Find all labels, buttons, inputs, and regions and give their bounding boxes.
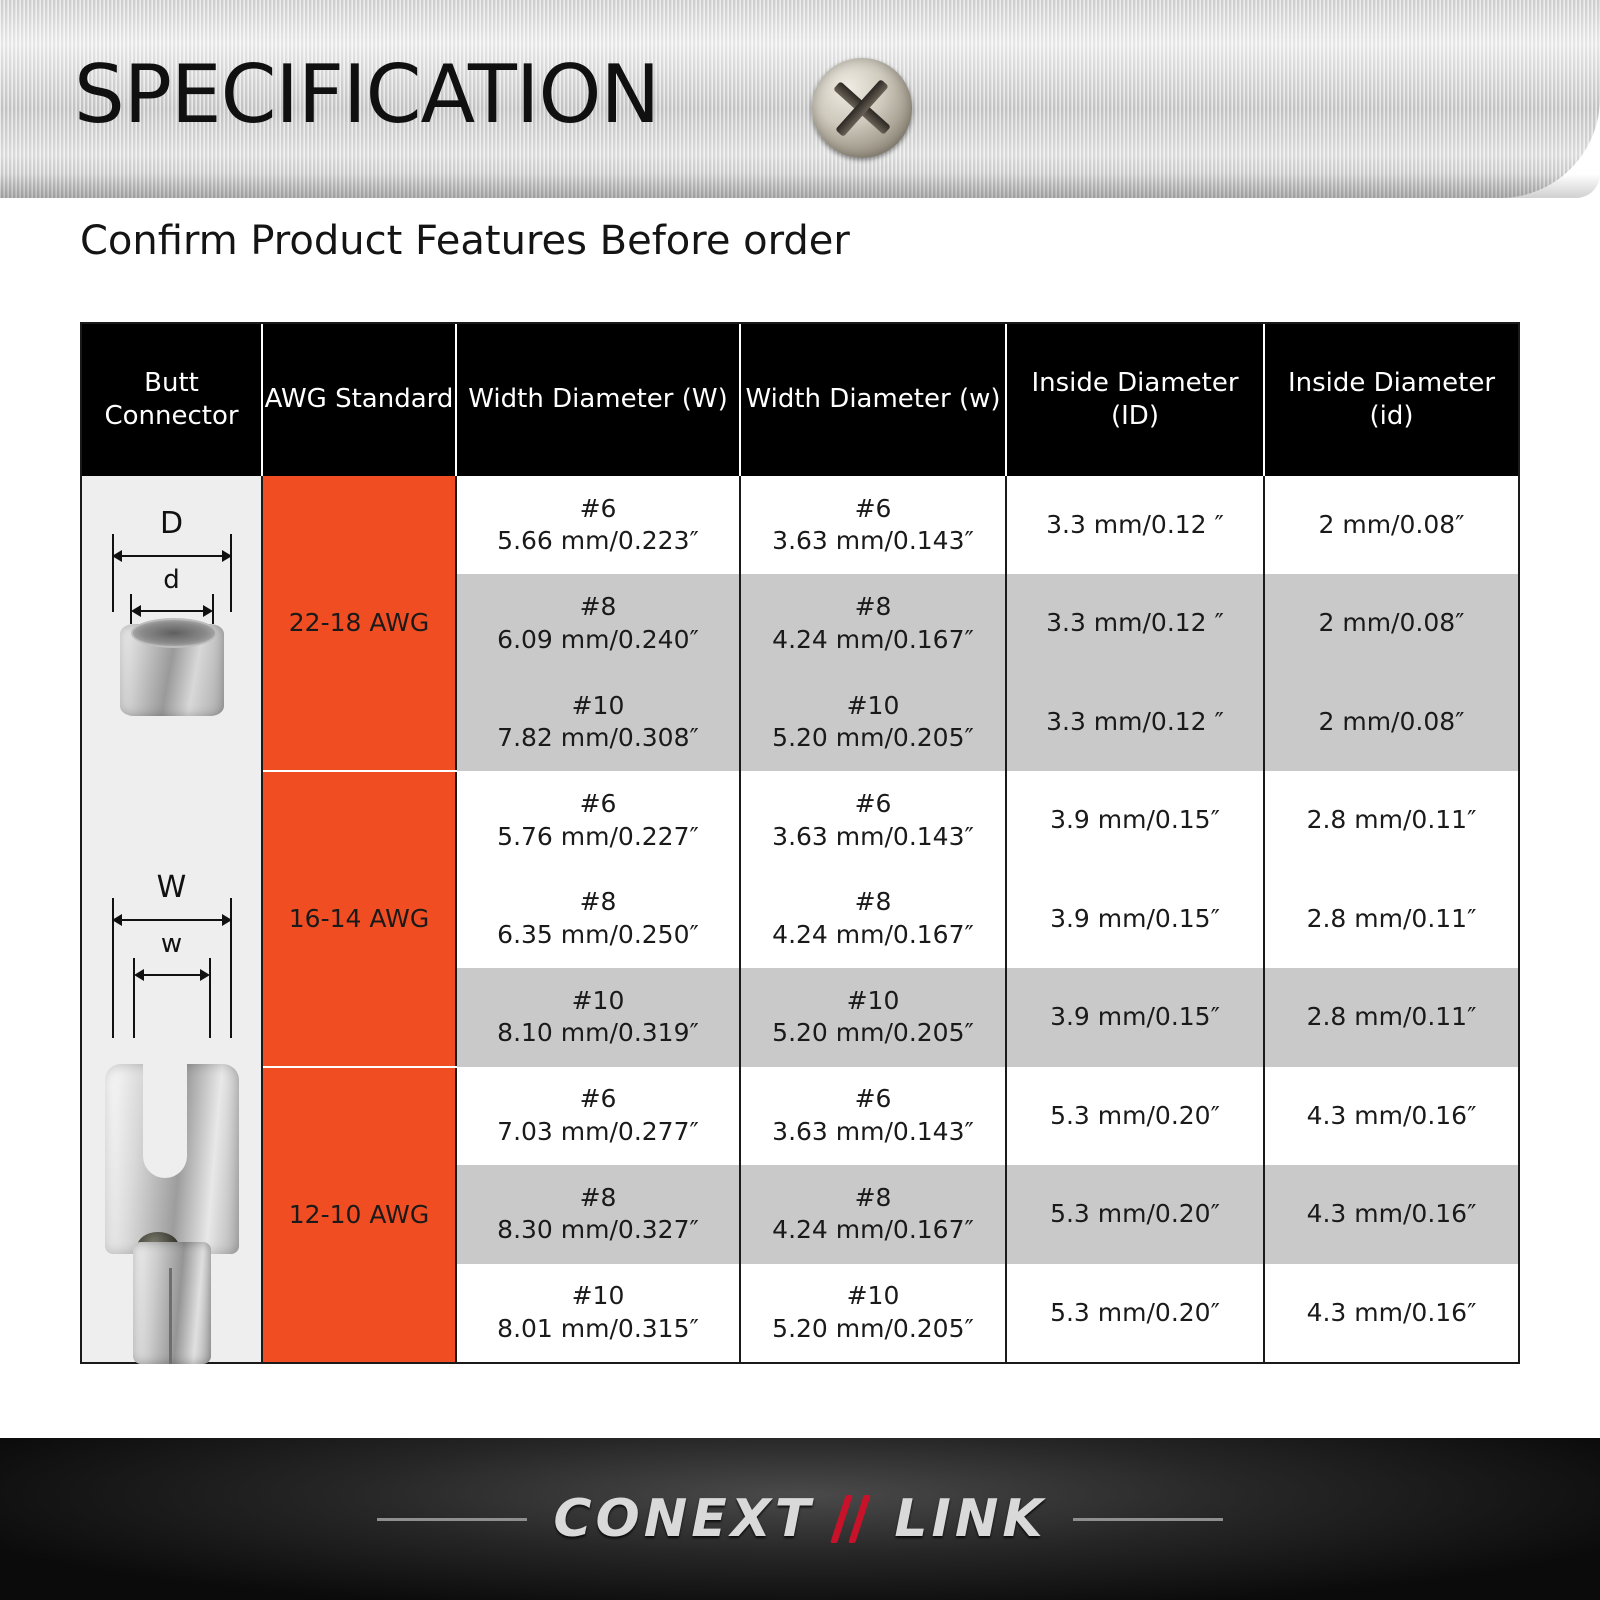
arrow-W xyxy=(112,913,232,927)
awg-group-label: 16-14 AWG xyxy=(262,771,456,1066)
cell-width-W: #10 8.10 mm/0.319″ xyxy=(456,968,740,1066)
footer-rule-right xyxy=(1073,1518,1223,1521)
cell-inside-ID: 3.9 mm/0.15″ xyxy=(1006,870,1264,968)
cell-inside-id: 2 mm/0.08″ xyxy=(1318,509,1465,539)
connector-illustration-cell xyxy=(82,476,262,1362)
table-row xyxy=(82,476,1518,574)
cell-width-W: #6 5.66 mm/0.223″ xyxy=(456,476,740,574)
cell-width-W: #10 8.01 mm/0.315″ xyxy=(456,1264,740,1363)
cell-width-W: #10 7.82 mm/0.308″ xyxy=(456,673,740,771)
double-slash-icon xyxy=(832,1493,876,1545)
footer-banner xyxy=(0,1438,1600,1600)
table-row xyxy=(82,771,1518,869)
cell-inside-id: 2.8 mm/0.11″ xyxy=(1306,805,1477,835)
column-header-awg-standard: AWG Standard xyxy=(262,324,456,476)
header-banner xyxy=(0,0,1600,198)
arrow-D xyxy=(112,549,232,563)
spade-slot xyxy=(143,1060,187,1178)
cell-inside-id: 2 mm/0.08″ xyxy=(1318,608,1465,638)
cell-width-W: #8 8.30 mm/0.327″ xyxy=(456,1165,740,1263)
spade-dimension-w: w xyxy=(97,928,247,982)
cell-inside-id: 2.8 mm/0.11″ xyxy=(1306,1002,1477,1032)
cell-inside-ID: 3.9 mm/0.15″ xyxy=(1006,968,1264,1066)
cell-inside-ID: 3.3 mm/0.12 ″ xyxy=(1006,574,1264,672)
butt-connector-ferrule-illustration xyxy=(120,624,224,716)
cell-width-W: #6 7.03 mm/0.277″ xyxy=(456,1067,740,1165)
cell-width-w: #8 4.24 mm/0.167″ xyxy=(740,1165,1006,1263)
spade-barrel xyxy=(133,1242,211,1364)
cell-width-w: #8 4.24 mm/0.167″ xyxy=(740,870,1006,968)
cell-width-w: #6 3.63 mm/0.143″ xyxy=(740,771,1006,869)
page-subtitle: Confirm Product Features Before order xyxy=(80,218,850,264)
cell-width-w: #10 5.20 mm/0.205″ xyxy=(740,968,1006,1066)
column-header-width-diameter-W: Width Diameter (W) xyxy=(456,324,740,476)
connector-illustrations xyxy=(82,476,261,1362)
cell-inside-id: 4.3 mm/0.16″ xyxy=(1306,1297,1477,1327)
awg-group-label: 22-18 AWG xyxy=(262,476,456,771)
specification-table xyxy=(82,324,1518,1362)
cell-inside-id: 4.3 mm/0.16″ xyxy=(1306,1100,1477,1130)
table-header-row xyxy=(82,324,1518,476)
cell-width-w: #8 4.24 mm/0.167″ xyxy=(740,574,1006,672)
cell-width-W: #6 5.76 mm/0.227″ xyxy=(456,771,740,869)
specification-table-wrapper xyxy=(80,322,1520,1364)
page-title: SPECIFICATION xyxy=(74,48,660,141)
cell-inside-ID: 3.3 mm/0.12 ″ xyxy=(1006,673,1264,771)
spade-terminal-illustration xyxy=(97,1064,247,1364)
cell-inside-ID: 5.3 mm/0.20″ xyxy=(1006,1264,1264,1363)
cell-width-w: #6 3.63 mm/0.143″ xyxy=(740,476,1006,574)
column-header-width-diameter-w: Width Diameter (w) xyxy=(740,324,1006,476)
arrow-w-small xyxy=(134,968,210,982)
ferrule-dimension-D: D xyxy=(97,504,247,563)
cell-width-w: #10 5.20 mm/0.205″ xyxy=(740,673,1006,771)
awg-group-label: 12-10 AWG xyxy=(262,1067,456,1362)
ferrule-dimension-d: d xyxy=(97,564,247,618)
brand-logo xyxy=(553,1489,1046,1549)
column-header-inside-diameter-id: Inside Diameter (id) xyxy=(1264,324,1518,476)
cell-inside-ID: 3.9 mm/0.15″ xyxy=(1006,771,1264,869)
cell-width-W: #8 6.09 mm/0.240″ xyxy=(456,574,740,672)
cell-width-W: #8 6.35 mm/0.250″ xyxy=(456,870,740,968)
cell-width-w: #10 5.20 mm/0.205″ xyxy=(740,1264,1006,1363)
table-row xyxy=(82,1067,1518,1165)
cell-inside-ID: 5.3 mm/0.20″ xyxy=(1006,1067,1264,1165)
footer-rule-left xyxy=(377,1518,527,1521)
cell-inside-ID: 5.3 mm/0.20″ xyxy=(1006,1165,1264,1263)
phillips-screw-icon xyxy=(812,58,912,158)
cell-inside-id: 2 mm/0.08″ xyxy=(1318,706,1465,736)
brand-name-right: LINK xyxy=(894,1489,1047,1549)
cell-inside-id: 2.8 mm/0.11″ xyxy=(1306,903,1477,933)
column-header-inside-diameter-ID: Inside Diameter (ID) xyxy=(1006,324,1264,476)
cell-inside-ID: 3.3 mm/0.12 ″ xyxy=(1006,476,1264,574)
brand-name-left: CONEXT xyxy=(553,1489,815,1549)
cell-width-w: #6 3.63 mm/0.143″ xyxy=(740,1067,1006,1165)
column-header-butt-connector: Butt Connector xyxy=(82,324,262,476)
arrow-d xyxy=(131,604,213,618)
spade-dimension-W: W xyxy=(97,868,247,927)
cell-inside-id: 4.3 mm/0.16″ xyxy=(1306,1199,1477,1229)
